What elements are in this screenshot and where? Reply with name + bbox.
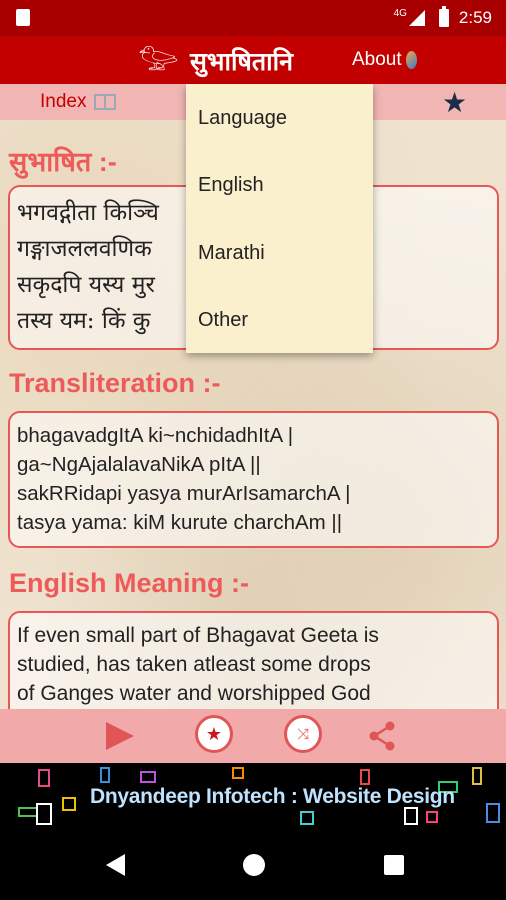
play-icon[interactable] — [106, 722, 134, 750]
transliteration-line: tasya yama: kiM kurute charchAm || — [17, 511, 343, 534]
ad-banner[interactable] — [0, 763, 506, 832]
subhashit-line: तस्य यम: किं कु — [17, 308, 151, 334]
subhashit-line: सकृदपि यस्य मुर — [17, 272, 155, 298]
meaning-box — [8, 611, 499, 709]
menu-item-marathi[interactable]: Marathi — [198, 242, 265, 264]
battery-icon — [439, 9, 449, 27]
bottom-action-bar — [0, 709, 506, 763]
menu-item-language[interactable]: Language — [198, 107, 287, 129]
transliteration-line: sakRRidapi yasya murArIsamarchA | — [17, 482, 351, 505]
banner-text: Dnyandeep Infotech : Website Design — [90, 785, 455, 808]
shuffle-icon[interactable]: ⤨ — [284, 715, 322, 753]
meaning-line: of Ganges water and worshipped God — [17, 682, 371, 705]
clock: 2:59 — [458, 8, 492, 27]
app-bar — [0, 36, 506, 84]
overflow-menu — [186, 84, 373, 353]
about-label: About — [352, 49, 402, 70]
app-title: सुभाषितानि — [190, 47, 293, 76]
book-icon — [94, 94, 116, 110]
about-logo-icon — [406, 51, 417, 69]
transliteration-heading: Transliteration :- — [9, 368, 221, 398]
sd-card-icon — [16, 9, 30, 26]
index-label: Index — [40, 91, 87, 112]
signal-icon — [409, 10, 425, 26]
back-icon[interactable] — [106, 854, 125, 876]
menu-item-other[interactable]: Other — [198, 309, 249, 331]
network-type: 4G — [393, 7, 407, 19]
subhashit-heading: सुभाषित :- — [9, 147, 117, 177]
menu-item-english[interactable]: English — [198, 174, 264, 196]
home-icon[interactable] — [243, 854, 265, 876]
meaning-line: If even small part of Bhagavat Geeta is — [17, 624, 379, 647]
subhashit-line: गङ्गाजललवणिक — [17, 236, 152, 262]
share-icon[interactable] — [368, 721, 396, 751]
recents-icon[interactable] — [384, 855, 404, 875]
transliteration-box — [8, 411, 499, 548]
star-icon[interactable]: ★ — [442, 86, 468, 119]
about-button[interactable] — [352, 49, 417, 71]
swan-icon: 𓅰 — [138, 39, 179, 79]
meaning-heading: English Meaning :- — [9, 568, 249, 598]
subhashit-line: भगवद्गीता किञ्चि — [17, 200, 159, 226]
transliteration-line: ga~NgAjalalavaNikA pItA || — [17, 453, 261, 476]
meaning-line: studied, has taken atleast some drops — [17, 653, 371, 676]
favorite-cycle-icon[interactable]: ★ — [195, 715, 233, 753]
status-bar — [0, 0, 506, 36]
transliteration-line: bhagavadgItA ki~nchidadhItA | — [17, 424, 294, 447]
index-button[interactable] — [40, 91, 116, 113]
system-nav-bar — [0, 832, 506, 900]
